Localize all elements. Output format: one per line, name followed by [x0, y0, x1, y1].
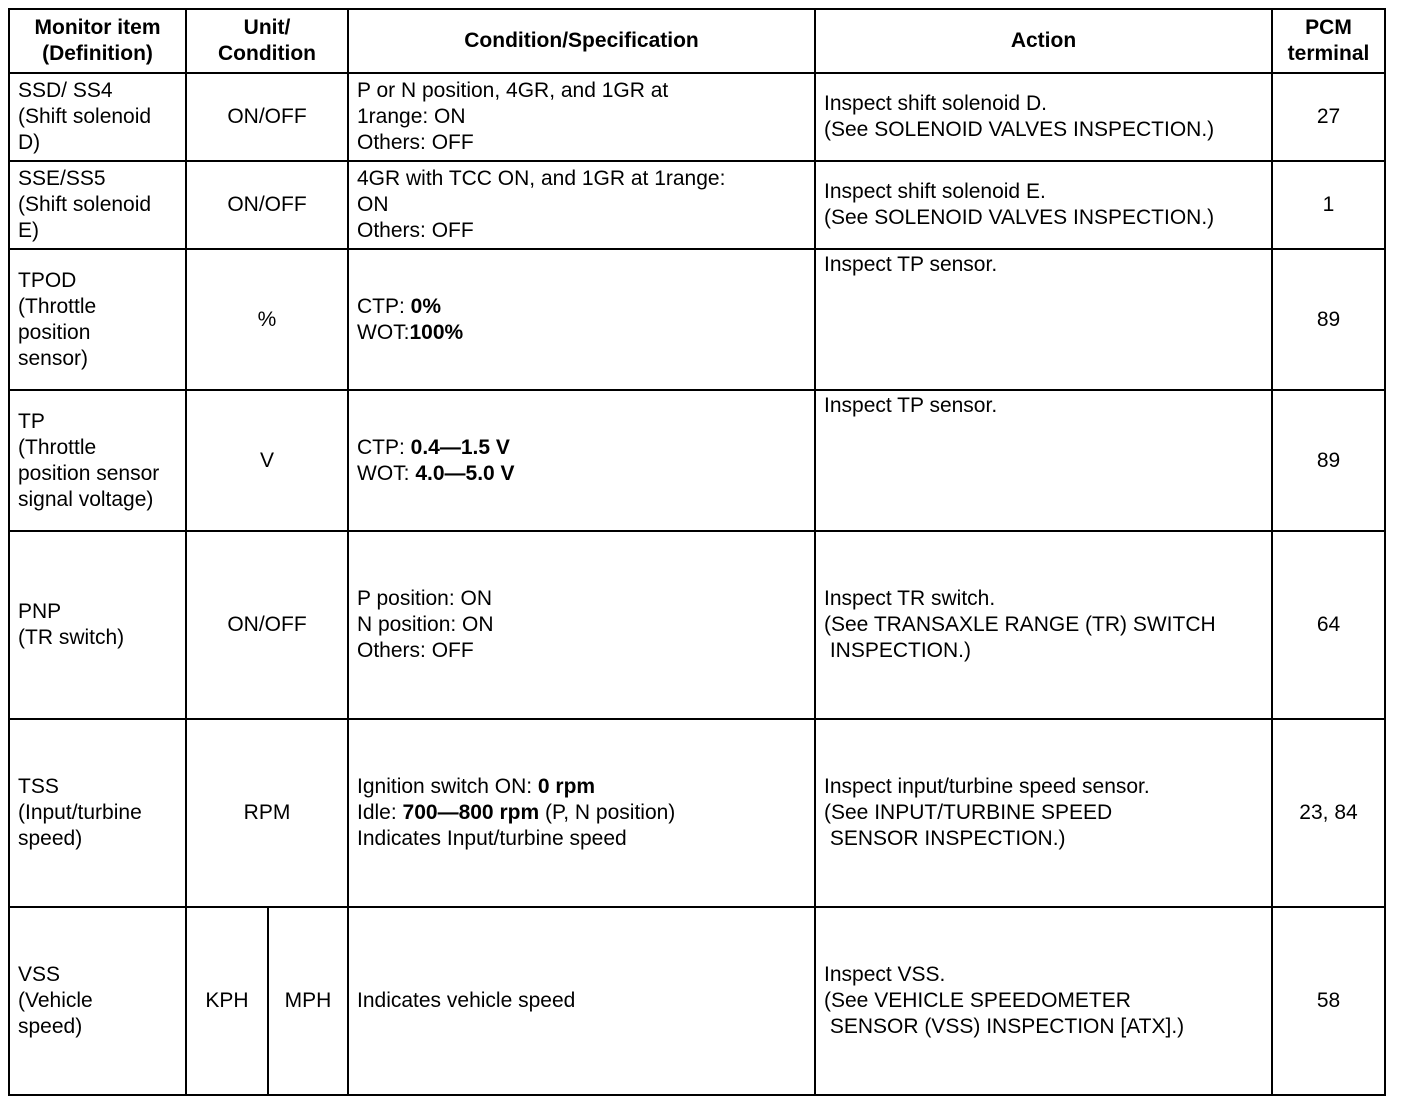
- table-row: [9, 249, 1385, 390]
- header-action: Action: [815, 9, 1272, 73]
- action-cell: Inspect shift solenoid E. (See SOLENOID VALVES INSPECTION.): [815, 161, 1272, 249]
- monitor-item-cell: SSE/SS5 (Shift solenoid E): [9, 161, 186, 249]
- header-row: [9, 9, 1385, 73]
- unit-kph-cell: KPH: [186, 907, 268, 1095]
- monitor-item-table: [8, 8, 1386, 1096]
- table-row: [9, 161, 1385, 249]
- table-row: [9, 531, 1385, 719]
- monitor-item-cell: SSD/ SS4 (Shift solenoid D): [9, 73, 186, 161]
- action-cell: Inspect shift solenoid D. (See SOLENOID VALVES INSPECTION.): [815, 73, 1272, 161]
- header-condition-specification: Condition/Specification: [348, 9, 815, 73]
- action-cell: Inspect VSS. (See VEHICLE SPEEDOMETER SENSOR (VSS) INSPECTION [ATX].): [815, 907, 1272, 1095]
- unit-cell: V: [186, 390, 348, 531]
- condition-cell: Indicates vehicle speed: [348, 907, 815, 1095]
- monitor-item-cell: PNP (TR switch): [9, 531, 186, 719]
- unit-cell: ON/OFF: [186, 73, 348, 161]
- condition-cell: 4GR with TCC ON, and 1GR at 1range: ON Others: OFF: [348, 161, 815, 249]
- header-pcm-terminal: PCM terminal: [1272, 9, 1385, 73]
- condition-cell: P position: ON N position: ON Others: OFF: [348, 531, 815, 719]
- table-row: [9, 390, 1385, 531]
- monitor-item-cell: TSS (Input/turbine speed): [9, 719, 186, 907]
- condition-cell: P or N position, 4GR, and 1GR at 1range: ON Others: OFF: [348, 73, 815, 161]
- pcm-terminal-cell: 1: [1272, 161, 1385, 249]
- unit-cell: RPM: [186, 719, 348, 907]
- table-row: [9, 73, 1385, 161]
- monitor-item-cell: TPOD (Throttle position sensor): [9, 249, 186, 390]
- pcm-terminal-cell: 89: [1272, 390, 1385, 531]
- header-monitor-item: Monitor item (Definition): [9, 9, 186, 73]
- pcm-terminal-cell: 58: [1272, 907, 1385, 1095]
- monitor-item-cell: TP (Throttle position sensor signal voltage): [9, 390, 186, 531]
- pcm-terminal-cell: 27: [1272, 73, 1385, 161]
- action-cell: Inspect TP sensor.: [815, 249, 1272, 390]
- unit-cell: %: [186, 249, 348, 390]
- condition-cell: CTP: 0% WOT:100%: [348, 249, 815, 390]
- condition-cell: CTP: 0.4—1.5 V WOT: 4.0—5.0 V: [348, 390, 815, 531]
- action-cell: Inspect input/turbine speed sensor. (See INPUT/TURBINE SPEED SENSOR INSPECTION.): [815, 719, 1272, 907]
- monitor-item-cell: VSS (Vehicle speed): [9, 907, 186, 1095]
- table-row: [9, 907, 1385, 1095]
- header-unit-condition: Unit/ Condition: [186, 9, 348, 73]
- unit-mph-cell: MPH: [268, 907, 348, 1095]
- table-row: [9, 719, 1385, 907]
- action-cell: Inspect TP sensor.: [815, 390, 1272, 531]
- unit-cell: ON/OFF: [186, 161, 348, 249]
- pcm-terminal-cell: 89: [1272, 249, 1385, 390]
- pcm-terminal-cell: 64: [1272, 531, 1385, 719]
- action-cell: Inspect TR switch. (See TRANSAXLE RANGE (TR) SWITCH INSPECTION.): [815, 531, 1272, 719]
- pcm-terminal-cell: 23, 84: [1272, 719, 1385, 907]
- unit-cell: ON/OFF: [186, 531, 348, 719]
- condition-cell: Ignition switch ON: 0 rpm Idle: 700—800 rpm (P, N position) Indicates Input/turbine speed: [348, 719, 815, 907]
